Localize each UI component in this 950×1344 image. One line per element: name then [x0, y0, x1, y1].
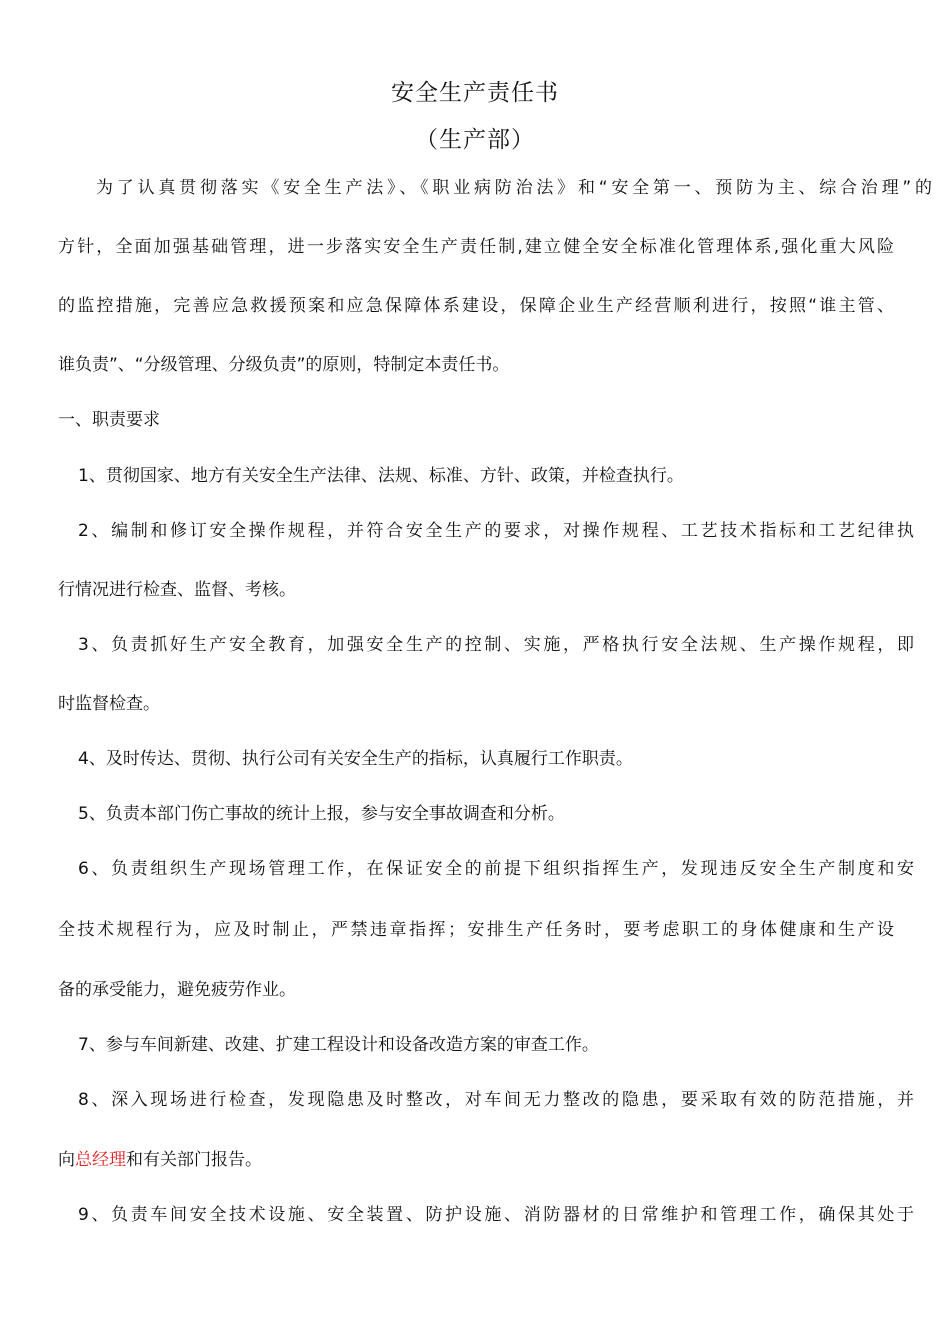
- item-4-line-1: 4、及时传达、贯彻、执行公司有关安全生产的指标，认真履行工作职责。: [78, 749, 633, 769]
- item-8-line-1: 8、深入现场进行检查，发现隐患及时整改，对车间无力整改的隐患，要采取有效的防范措施，并: [78, 1090, 914, 1110]
- item-6-line-1: 6、负责组织生产现场管理工作，在保证安全的前提下组织指挥生产，发现违反安全生产制度和安: [78, 859, 914, 879]
- item-3-line-1: 3、负责抓好生产安全教育，加强安全生产的控制、实施，严格执行安全法规、生产操作规程，即: [78, 635, 914, 655]
- page-subtitle: （生产部）: [415, 127, 535, 153]
- item-8-line-2: [58, 1148, 894, 1172]
- intro-line-3: 的监控措施，完善应急救援预案和应急保障体系建设，保障企业生产经营顺利进行，按照“谁主管、: [58, 296, 894, 316]
- item-7-line-1: 7、参与车间新建、改建、扩建工程设计和设备改造方案的审查工作。: [78, 1035, 599, 1055]
- item-8-tail-before: 向: [58, 1150, 75, 1170]
- intro-line-1: 为了认真贯彻落实《安全生产法》、《职业病防治法》和“安全第一、预防为主、综合治理”的: [96, 178, 932, 198]
- item-8-tail-after: 和有关部门报告。: [126, 1150, 262, 1170]
- item-5-line-1: 5、负责本部门伤亡事故的统计上报，参与安全事故调查和分析。: [78, 804, 565, 824]
- item-2-line-2: 行情况进行检查、监督、考核。: [58, 580, 296, 600]
- item-9-line-1: 9、负责车间安全技术设施、安全装置、防护设施、消防器材的日常维护和管理工作，确保其处于: [78, 1205, 914, 1225]
- item-6-line-3: 备的承受能力，避免疲劳作业。: [58, 980, 296, 1000]
- page-title: 安全生产责任书: [391, 80, 559, 106]
- item-1-line-1: 1、贯彻国家、地方有关安全生产法律、法规、标准、方针、政策，并检查执行。: [78, 466, 684, 486]
- intro-line-4: 谁负责”、“分级管理、分级负责”的原则，特制定本责任书。: [58, 355, 510, 375]
- intro-line-2: 方针，全面加强基础管理，进一步落实安全生产责任制,建立健全安全标准化管理体系,强化重大风险: [58, 237, 894, 257]
- item-3-line-2: 时监督检查。: [58, 694, 160, 714]
- highlight-general-manager: 总经理: [75, 1150, 126, 1170]
- section-heading: 一、职责要求: [58, 410, 160, 430]
- item-6-line-2: 全技术规程行为，应及时制止，严禁违章指挥；安排生产任务时，要考虑职工的身体健康和生产设: [58, 920, 894, 940]
- item-2-line-1: 2、编制和修订安全操作规程，并符合安全生产的要求，对操作规程、工艺技术指标和工艺纪律执: [78, 521, 914, 541]
